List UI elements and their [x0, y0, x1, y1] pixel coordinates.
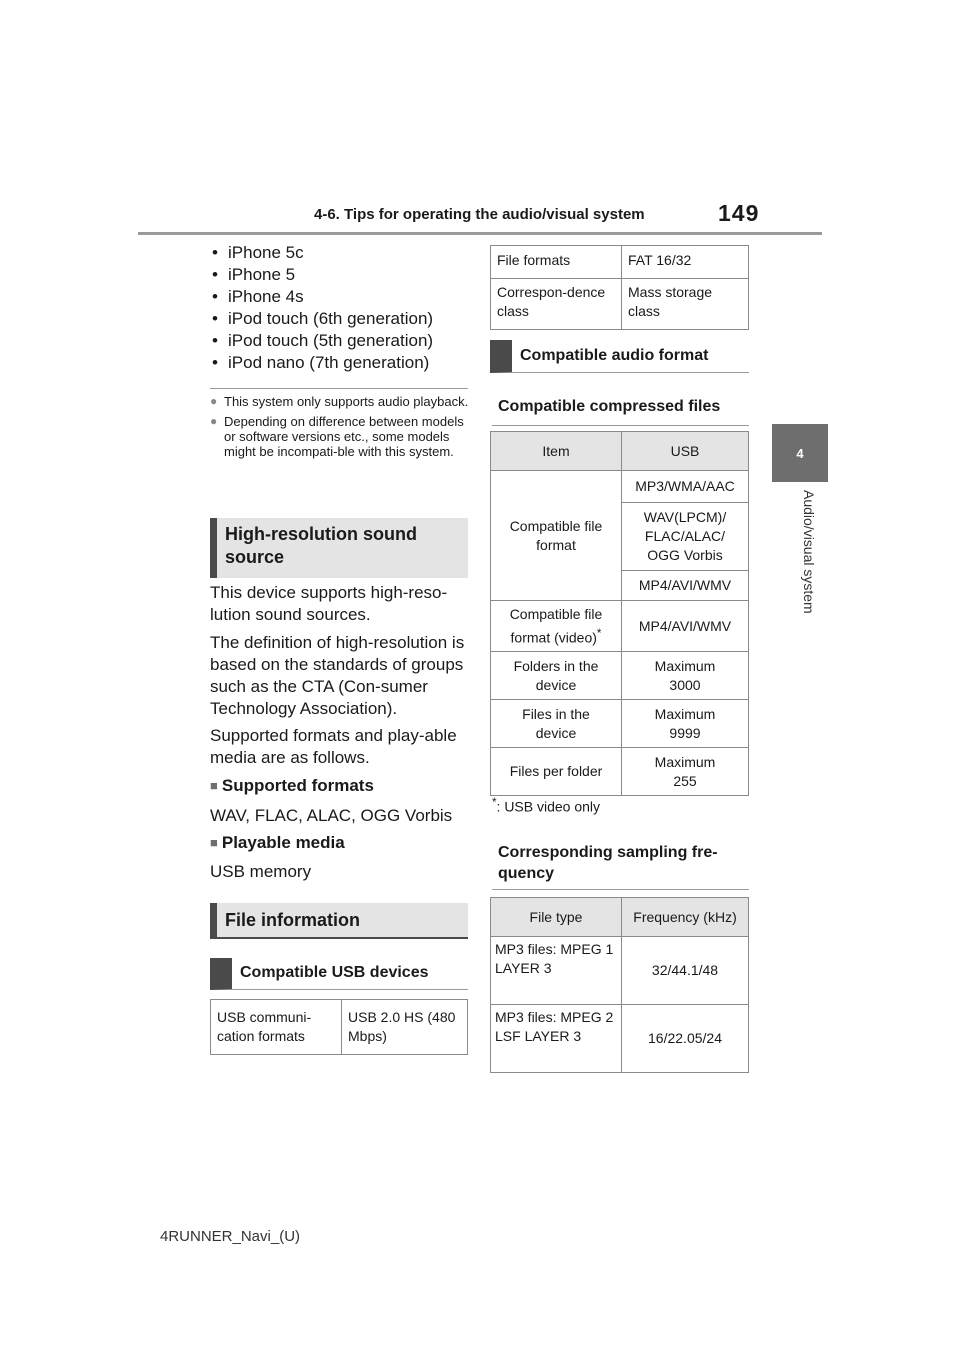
table-cell — [491, 601, 622, 652]
table-row — [491, 279, 749, 330]
table-cell: Correspon-dence class — [491, 279, 622, 330]
sampling-table — [490, 897, 749, 1073]
table-cell: MP3 files: MPEG 1 LAYER 3 — [491, 937, 622, 1005]
table-row — [491, 652, 749, 700]
document-id: 4RUNNER_Navi_(U) — [160, 1228, 301, 1245]
high-res-para-1: This device supports high-reso-lution sound sources. — [210, 583, 448, 624]
compressed-files-heading: Compatible compressed files — [492, 393, 749, 426]
compressed-files-table — [490, 431, 749, 796]
notes-divider — [210, 388, 468, 389]
footnote-marker: * — [492, 796, 497, 809]
list-item: • iPod touch (6th generation) — [212, 308, 472, 330]
usb-devices-heading: Compatible USB devices — [210, 958, 468, 990]
supported-formats-heading: ■ Supported formats — [210, 776, 374, 796]
table-cell: MP3/WMA/AAC — [622, 471, 749, 503]
notes-list — [210, 394, 470, 464]
usb-table-part-2 — [490, 245, 749, 330]
table-row — [491, 471, 749, 503]
footnote — [492, 796, 600, 815]
table-cell: Files in the device — [491, 700, 622, 748]
table-cell: File formats — [491, 246, 622, 279]
table-cell: Mass storage class — [622, 279, 749, 330]
list-item: • iPhone 5 — [212, 264, 472, 286]
header-rule — [138, 232, 822, 235]
sampling-heading: Corresponding sampling fre-quency — [492, 840, 749, 890]
table-cell: MP4/AVI/WMV — [622, 601, 749, 652]
high-res-para-2: The definition of high-resolution is based on the standards of groups such as the CTA (Con-sumer Technology Association). — [210, 633, 465, 718]
audio-format-heading: Compatible audio format — [490, 340, 749, 373]
table-cell: USB communi-cation formats — [211, 1000, 342, 1055]
table-row — [491, 601, 749, 652]
table-cell: Folders in the device — [491, 652, 622, 700]
device-list — [212, 242, 472, 374]
table-row — [491, 700, 749, 748]
table-cell: Maximum 3000 — [622, 652, 749, 700]
note-item: ● This system only supports audio playback. — [210, 394, 470, 409]
table-row — [491, 246, 749, 279]
column-header: Item — [491, 432, 622, 471]
usb-table-part-1 — [210, 999, 468, 1055]
playable-media-text: USB memory — [210, 862, 312, 881]
table-cell: FAT 16/32 — [622, 246, 749, 279]
high-res-heading: High-resolution sound source — [210, 518, 468, 578]
file-info-heading: File information — [210, 903, 468, 939]
table-row — [491, 748, 749, 796]
table-row — [491, 1005, 749, 1073]
column-header: Frequency (kHz) — [622, 898, 749, 937]
column-header: File type — [491, 898, 622, 937]
table-header-row — [491, 898, 749, 937]
table-row — [211, 1000, 468, 1055]
list-item: • iPhone 4s — [212, 286, 472, 308]
footnote-marker: * — [596, 626, 602, 640]
footnote-text: : USB video only — [496, 798, 601, 815]
page-number: 149 — [718, 200, 760, 226]
high-res-para-3: Supported formats and play-able media are as follows. — [210, 726, 457, 767]
table-cell: Compatible file format — [491, 471, 622, 601]
table-cell: WAV(LPCM)/ FLAC/ALAC/ OGG Vorbis — [622, 503, 749, 571]
section-title: 4-6. Tips for operating the audio/visual system — [314, 206, 645, 223]
table-cell: Files per folder — [491, 748, 622, 796]
table-cell: Maximum 9999 — [622, 700, 749, 748]
chapter-tab: 4 — [772, 424, 828, 482]
table-cell: 32/44.1/48 — [622, 937, 749, 1005]
list-item: • iPod touch (5th generation) — [212, 330, 472, 352]
table-cell: Maximum 255 — [622, 748, 749, 796]
column-header: USB — [622, 432, 749, 471]
supported-formats-text: WAV, FLAC, ALAC, OGG Vorbis — [210, 806, 453, 825]
note-item: ● Depending on difference between models or software versions etc., some models might be incompati-ble with this system. — [210, 414, 470, 459]
chapter-title: Audio/visual system — [801, 490, 817, 614]
table-header-row — [491, 432, 749, 471]
video-format-label: Compatible file format (video) — [509, 605, 603, 646]
table-cell: 16/22.05/24 — [622, 1005, 749, 1073]
table-cell: USB 2.0 HS (480 Mbps) — [342, 1000, 468, 1055]
table-cell: MP3 files: MPEG 2 LSF LAYER 3 — [491, 1005, 622, 1073]
list-item: • iPod nano (7th generation) — [212, 352, 472, 374]
playable-media-heading: ■ Playable media — [210, 833, 345, 853]
list-item: • iPhone 5c — [212, 242, 472, 264]
table-row — [491, 937, 749, 1005]
table-cell: MP4/AVI/WMV — [622, 571, 749, 601]
